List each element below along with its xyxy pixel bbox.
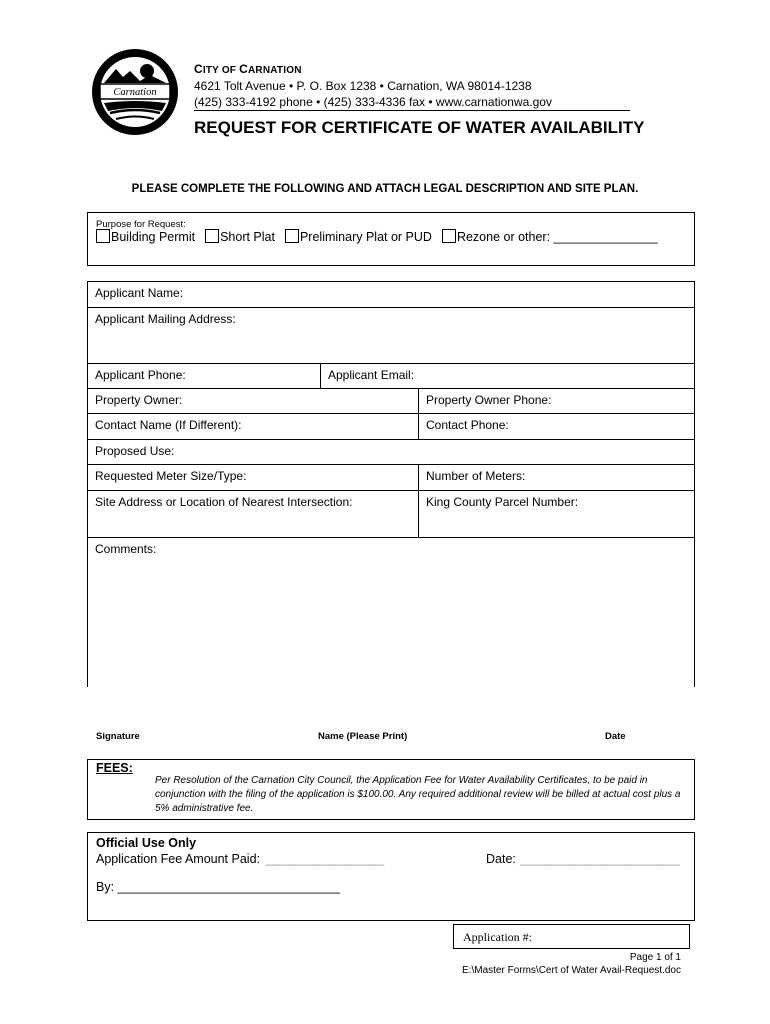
contact-phone-field[interactable]: Contact Phone:: [418, 413, 695, 440]
number-of-meters-field[interactable]: Number of Meters:: [418, 464, 695, 491]
site-address-field[interactable]: Site Address or Location of Nearest Intersection:: [87, 490, 419, 538]
applicant-mailing-address-field[interactable]: Applicant Mailing Address:: [87, 307, 695, 364]
applicant-email-field[interactable]: Applicant Email:: [320, 363, 695, 389]
comments-field[interactable]: Comments:: [87, 537, 695, 687]
page-title: REQUEST FOR CERTIFICATE OF WATER AVAILABILITY: [194, 118, 645, 137]
parcel-number-field[interactable]: King County Parcel Number:: [418, 490, 695, 538]
checkbox-preliminary-plat[interactable]: [285, 229, 299, 243]
city-name: CITY OF CARNATION: [194, 62, 302, 76]
proposed-use-field[interactable]: Proposed Use:: [87, 439, 695, 465]
contact-name-field[interactable]: Contact Name (If Different):: [87, 413, 419, 440]
purpose-options: [96, 230, 668, 244]
purpose-option-short-plat[interactable]: Short Plat: [205, 230, 275, 244]
header-rule: [194, 110, 630, 111]
property-owner-field[interactable]: Property Owner:: [87, 388, 419, 414]
purpose-option-building-permit[interactable]: Building Permit: [96, 230, 195, 244]
purpose-option-rezone[interactable]: Rezone or other: _______________: [442, 230, 658, 244]
official-use-title: Official Use Only: [96, 836, 197, 850]
applicant-phone-field[interactable]: Applicant Phone:: [87, 363, 321, 389]
logo-text: Carnation: [113, 87, 157, 98]
official-date-input[interactable]: _______________________: [520, 852, 680, 866]
fees-title: FEES:: [96, 761, 133, 775]
print-name-label: Name (Please Print): [318, 731, 408, 742]
instructions: PLEASE COMPLETE THE FOLLOWING AND ATTACH LEGAL DESCRIPTION AND SITE PLAN.: [131, 183, 639, 195]
purpose-option-preliminary-plat[interactable]: Preliminary Plat or PUD: [285, 230, 432, 244]
property-owner-phone-field[interactable]: Property Owner Phone:: [418, 388, 695, 414]
file-path: E:\Master Forms\Cert of Water Avail-Request.doc: [462, 965, 681, 976]
purpose-label: Purpose for Request:: [96, 219, 186, 230]
fee-paid-label: Application Fee Amount Paid:: [96, 852, 260, 866]
checkbox-short-plat[interactable]: [205, 229, 219, 243]
date-label: Date: [605, 731, 626, 742]
meter-size-field[interactable]: Requested Meter Size/Type:: [87, 464, 419, 491]
official-by-field[interactable]: By: ________________________________: [96, 880, 340, 894]
fee-paid-input[interactable]: _________________: [266, 852, 385, 866]
checkbox-rezone[interactable]: [442, 229, 456, 243]
page-number: Page 1 of 1: [629, 952, 681, 963]
city-logo: [90, 47, 180, 137]
signature-label: Signature: [96, 731, 140, 742]
fees-text: Per Resolution of the Carnation City Council, the Application Fee for Water Availability Certificates, to be paid in conjunction with the filing of the application is $100.00. Any required additional review will be billed at actual cost plus a 5% administrative fee.: [155, 775, 681, 814]
applicant-name-field[interactable]: Applicant Name:: [87, 281, 695, 308]
checkbox-building-permit[interactable]: [96, 229, 110, 243]
city-address: 4621 Tolt Avenue • P. O. Box 1238 • Carnation, WA 98014-1238: [194, 79, 532, 93]
city-contact: (425) 333-4192 phone • (425) 333-4336 fax • www.carnationwa.gov: [194, 95, 552, 109]
official-date-label: Date:: [486, 852, 516, 866]
application-number-field[interactable]: Application #:: [453, 924, 690, 949]
